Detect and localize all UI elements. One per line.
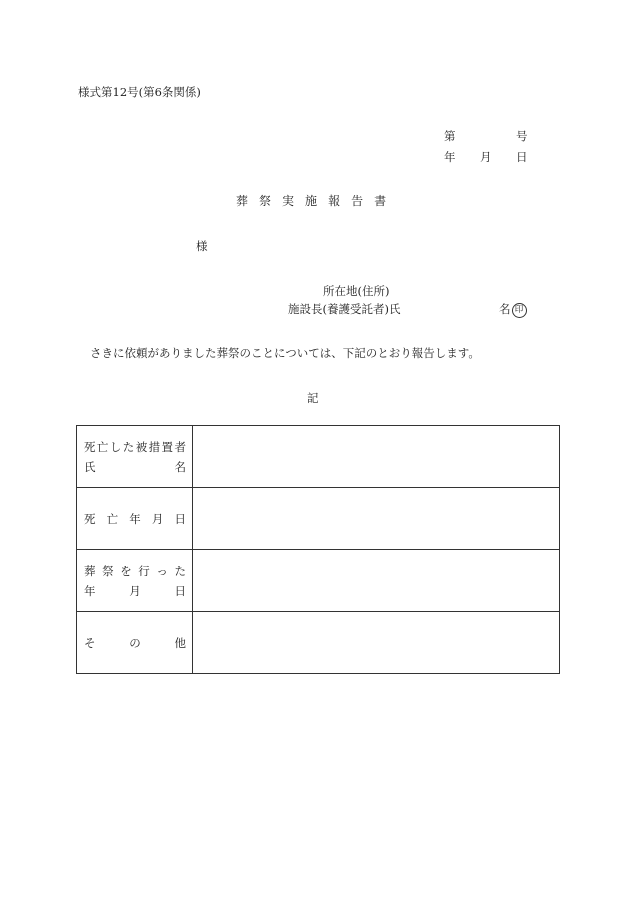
sender-address-label: 所在地(住所) xyxy=(323,284,390,298)
title-char: 祭 xyxy=(259,194,272,208)
title-char: 書 xyxy=(374,194,387,208)
table-row xyxy=(77,426,560,488)
table-row xyxy=(77,550,560,612)
table-row xyxy=(77,488,560,550)
row-label-death-date xyxy=(77,488,193,550)
deceased-name-field[interactable] xyxy=(193,426,560,488)
title-char: 実 xyxy=(282,194,295,208)
title-char: 告 xyxy=(351,194,364,208)
label-line: 氏 名 xyxy=(84,459,186,474)
title-char: 報 xyxy=(328,194,341,208)
other-field[interactable] xyxy=(193,612,560,674)
ki-heading: 記 xyxy=(307,391,319,405)
date-month-label: 月 xyxy=(480,150,492,164)
row-label-funeral-date xyxy=(77,550,193,612)
label-line: そ の 他 xyxy=(84,635,186,650)
sender-director-label: 施設長(養護受託者)氏 xyxy=(288,302,401,316)
document-title xyxy=(236,192,397,209)
report-table xyxy=(76,425,560,674)
death-date-field[interactable] xyxy=(193,488,560,550)
name-char: 名 xyxy=(499,302,511,316)
title-char: 葬 xyxy=(236,194,249,208)
doc-number-suffix: 号 xyxy=(516,129,528,143)
doc-number-prefix: 第 xyxy=(444,129,456,143)
row-label-deceased xyxy=(77,426,193,488)
funeral-date-field[interactable] xyxy=(193,550,560,612)
label-line: 葬 祭 を 行 っ た xyxy=(84,563,186,578)
label-line: 年 月 日 xyxy=(84,583,186,598)
addressee-honorific: 様 xyxy=(196,239,208,253)
date-year-label: 年 xyxy=(444,150,456,164)
title-char: 施 xyxy=(305,194,318,208)
label-line: 死 亡 し た 被 措 置 者 xyxy=(84,439,186,454)
seal-mark: 印 xyxy=(512,303,527,318)
table-row xyxy=(77,612,560,674)
date-day-label: 日 xyxy=(516,150,528,164)
form-number: 様式第12号(第6条関係) xyxy=(78,85,201,99)
report-body-text: さきに依頼がありました葬祭のことについては、下記のとおり報告します。 xyxy=(90,346,480,360)
row-label-other xyxy=(77,612,193,674)
label-line: 死 亡 年 月 日 xyxy=(84,511,186,526)
sender-name-label xyxy=(499,301,527,318)
